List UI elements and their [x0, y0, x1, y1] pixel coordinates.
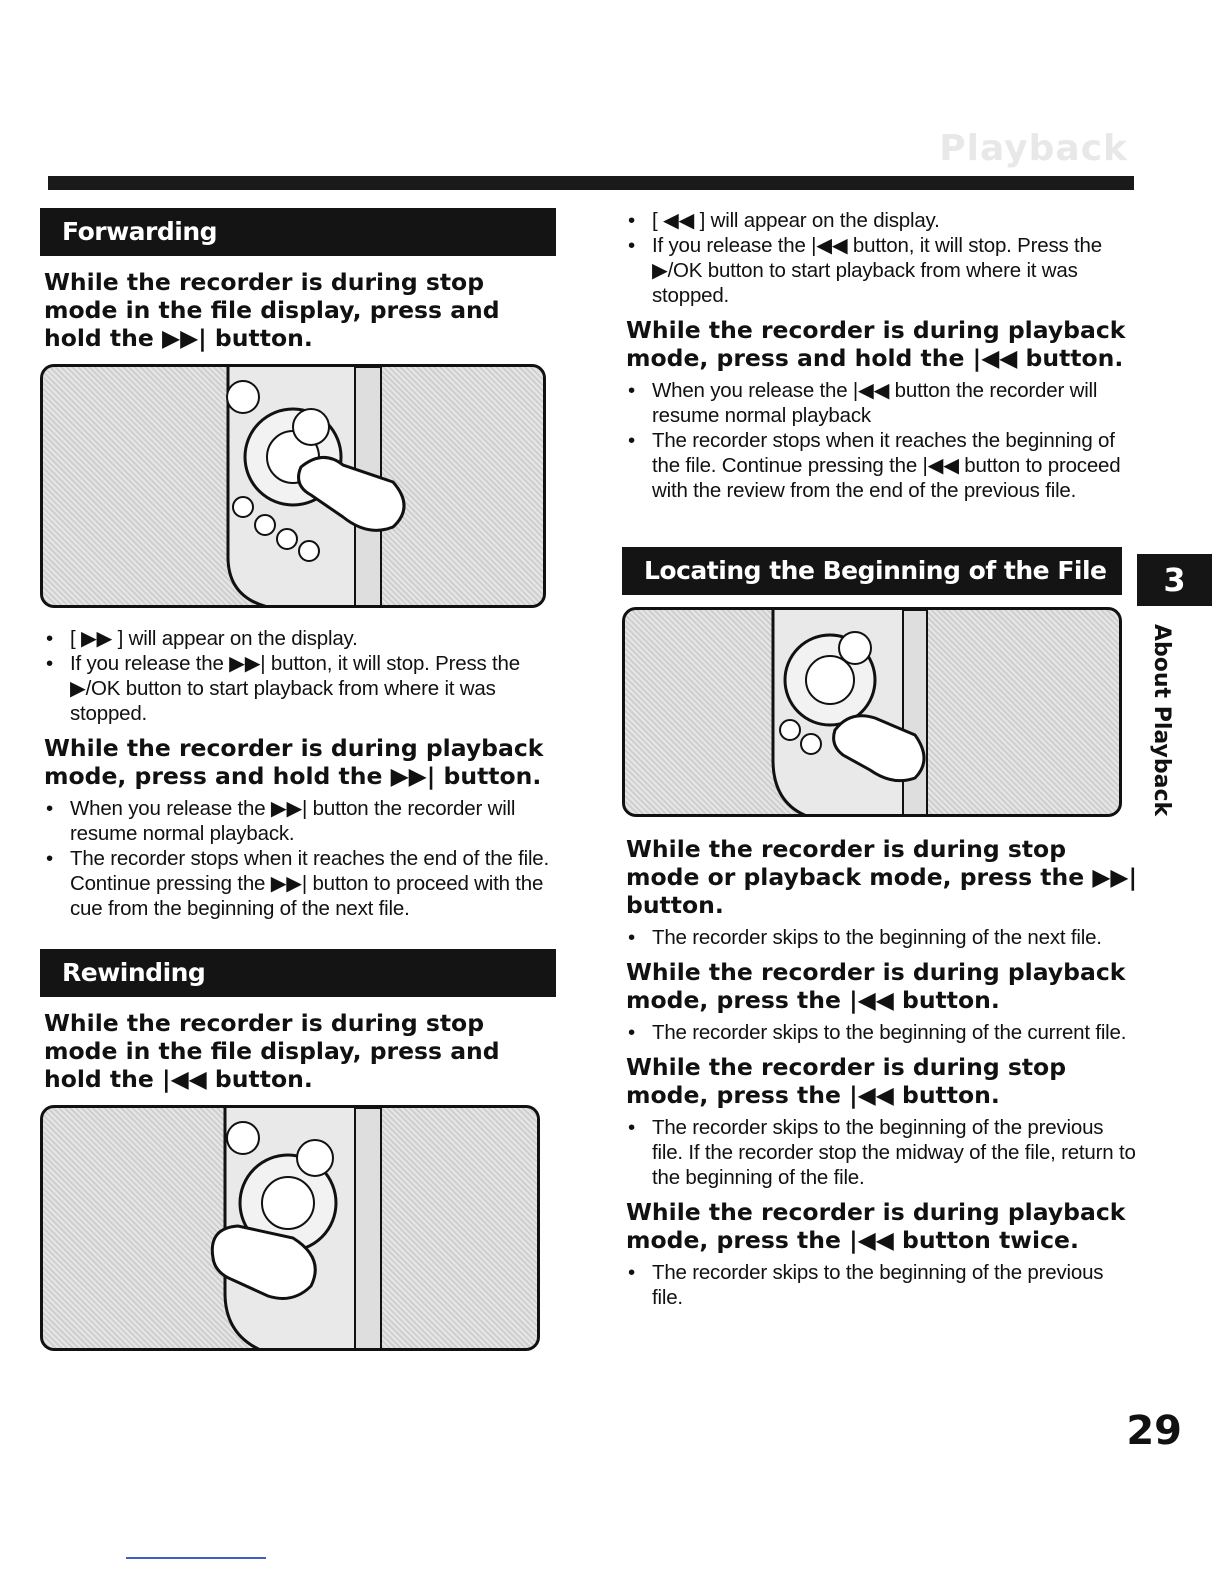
list-item: • The recorder skips to the beginning of the current file.: [626, 1020, 1138, 1045]
chapter-tab: 3: [1137, 554, 1212, 606]
section-title-rewinding: Rewinding: [40, 949, 556, 997]
locating-item: [622, 958, 1138, 1045]
locating-heading: While the recorder is during playback mode, press the |◀◀ button twice.: [626, 1198, 1126, 1254]
rewinding-heading-playback: While the recorder is during playback mode, press and hold the |◀◀ button.: [626, 316, 1126, 372]
locating-item: [622, 1053, 1138, 1190]
list-item: • When you release the |◀◀ button the recorder will resume normal playback: [626, 378, 1138, 428]
list-item: • The recorder skips to the beginning of the next file.: [626, 925, 1138, 950]
header-rule: [48, 176, 1134, 190]
rewinding-heading-stop: While the recorder is during stop mode in the file display, press and hold the |◀◀ button.: [44, 1009, 500, 1093]
forwarding-heading-playback: While the recorder is during playback mode, press and hold the ▶▶| button.: [44, 734, 544, 790]
forwarding-heading-stop: While the recorder is during stop mode in the file display, press and hold the ▶▶| button.: [44, 268, 500, 352]
footer-link-underline: [126, 1557, 266, 1559]
locating-item: [622, 835, 1138, 950]
illustration-locating: [622, 607, 1122, 817]
list-item: • [ ◀◀ ] will appear on the display.: [626, 208, 1138, 233]
recorder-thumb-illustration: [43, 1108, 537, 1348]
running-header: Playback: [939, 128, 1128, 169]
list-item: • The recorder skips to the beginning of the previous file. If the recorder stop the midway of the file, return to the beginning of the file.: [626, 1115, 1138, 1190]
forwarding-bullets-stop: [44, 626, 556, 726]
list-item: • The recorder stops when it reaches the end of the file. Continue pressing the ▶▶| button to proceed with the cue from the beginning of the next file.: [44, 846, 556, 921]
list-item: • The recorder skips to the beginning of the previous file.: [626, 1260, 1138, 1310]
section-title-locating: Locating the Beginning of the File: [622, 547, 1122, 595]
locating-heading: While the recorder is during playback mode, press the |◀◀ button.: [626, 958, 1126, 1014]
rewinding-bullets-playback: [626, 378, 1138, 503]
right-column: [622, 208, 1138, 1316]
list-item: • If you release the ▶▶| button, it will stop. Press the ▶/OK button to start playback from where it was stopped.: [44, 651, 556, 726]
illustration-forward-hold: [40, 364, 546, 608]
locating-heading: While the recorder is during stop mode or playback mode, press the ▶▶| button.: [626, 835, 1138, 919]
list-item: • If you release the |◀◀ button, it will stop. Press the ▶/OK button to start playback from where it was stopped.: [626, 233, 1138, 308]
forwarding-bullets-playback: [44, 796, 556, 921]
page-number: 29: [1126, 1408, 1182, 1454]
chapter-label: About Playback: [1149, 624, 1174, 817]
illustration-rewind-hold: [40, 1105, 540, 1351]
left-column: [40, 208, 556, 1369]
locating-item: [622, 1198, 1138, 1310]
locating-heading: While the recorder is during stop mode, press the |◀◀ button.: [626, 1053, 1067, 1109]
section-title-forwarding: Forwarding: [40, 208, 556, 256]
list-item: • The recorder stops when it reaches the beginning of the file. Continue pressing the |◀◀ button to proceed with the review from the end of the previous file.: [626, 428, 1138, 503]
list-item: • [ ▶▶ ] will appear on the display.: [44, 626, 556, 651]
list-item: • When you release the ▶▶| button the recorder will resume normal playback.: [44, 796, 556, 846]
recorder-thumb-illustration: [625, 610, 1119, 814]
recorder-thumb-illustration: [43, 367, 543, 605]
rewinding-bullets-stop: [626, 208, 1138, 308]
